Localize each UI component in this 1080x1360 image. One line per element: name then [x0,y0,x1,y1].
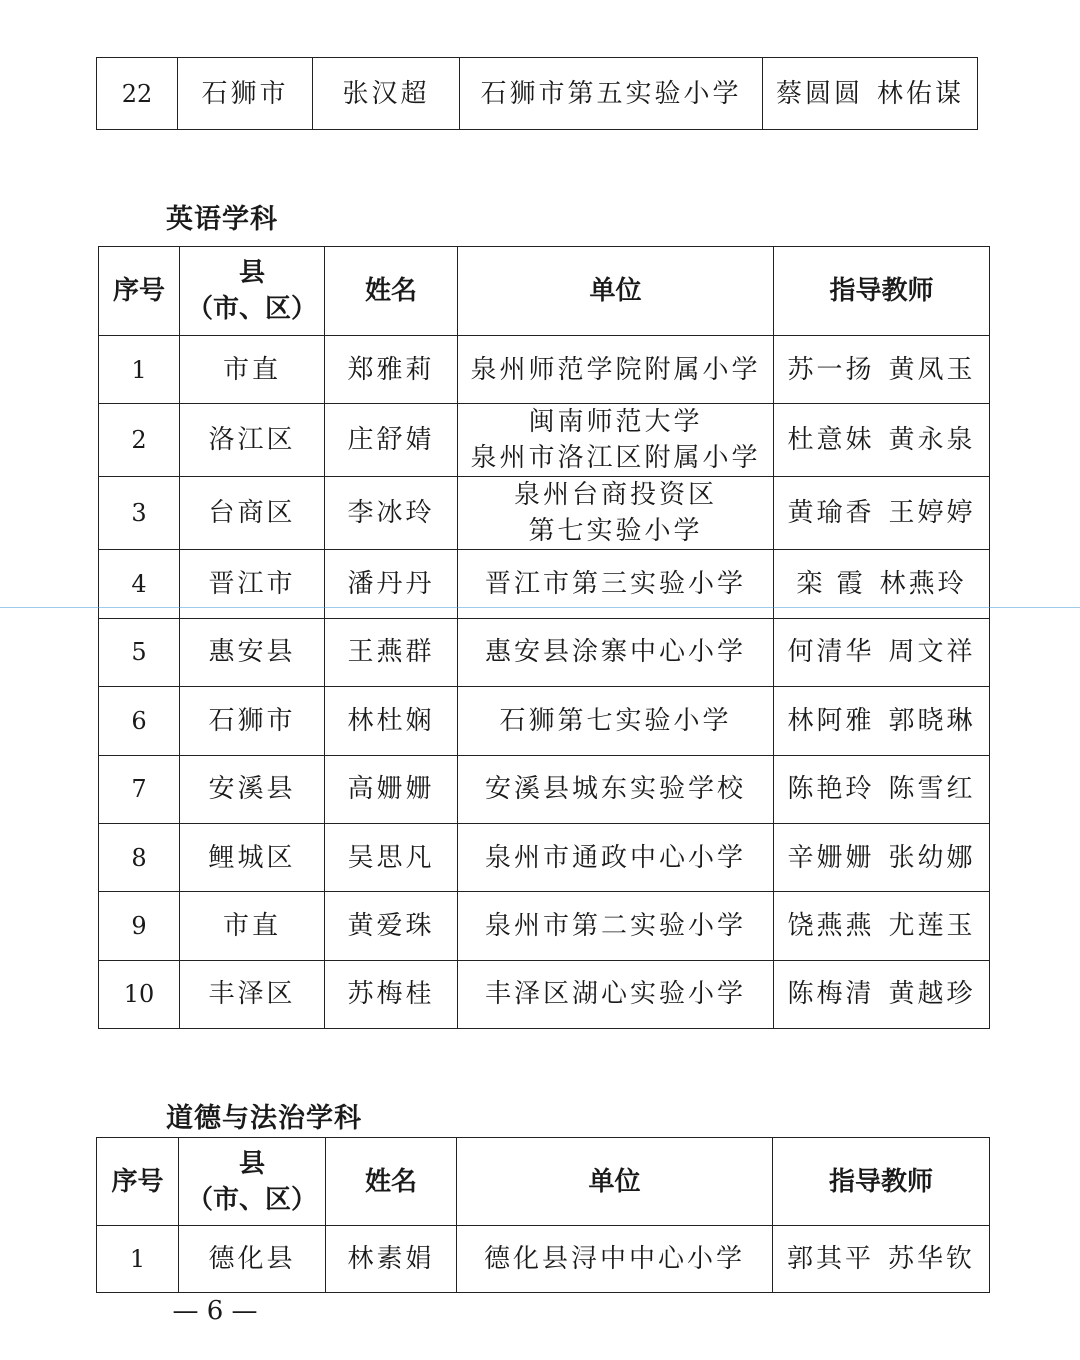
cell-unit [458,823,774,891]
cell-name: 庄舒婧 [325,404,458,477]
table-row [99,687,990,755]
cell-name: 林素娟 [326,1226,457,1293]
cell-teachers [774,618,990,686]
teacher-name: 陈雪红 [888,774,976,805]
header-name: 姓名 [326,1138,457,1226]
header-county-line1: 县 [238,1148,265,1179]
cell-no: 4 [99,550,180,618]
teacher-name: 苏一扬 [787,354,875,385]
teacher-name: 郭晓琳 [888,705,976,736]
scan-artifact-line [0,607,1080,608]
table-row [99,618,990,686]
cell-county: 市直 [180,892,325,960]
cell-unit [458,618,774,686]
morality-section-title: 道德与法治学科 [166,1103,362,1134]
unit-line: 安溪县城东实验学校 [484,774,746,805]
header-teachers: 指导教师 [773,1138,990,1226]
teacher-name: 何清华 [787,637,875,668]
cell-no: 7 [99,755,180,823]
teacher-name: 辛姗姗 [787,842,875,873]
teacher-name: 王婷婷 [888,498,976,529]
cell-teachers [774,336,990,404]
cell-name: 林杜娴 [325,687,458,755]
cell-unit [458,477,774,550]
page-number: — 6 — [172,1296,258,1326]
unit-line: 石狮第七实验小学 [499,705,732,736]
teacher-name: 黄永泉 [888,425,976,456]
cell-county: 安溪县 [180,755,325,823]
cell-no: 8 [99,823,180,891]
teacher-name: 林燕玲 [879,569,967,600]
cell-unit [458,687,774,755]
cell-no: 10 [99,960,180,1028]
cell-no: 1 [99,336,180,404]
cell-unit [458,404,774,477]
cell-teachers [773,1226,990,1293]
cell-unit [458,755,774,823]
english-section-title: 英语学科 [166,204,278,235]
cell-unit [460,58,763,130]
table-row [99,755,990,823]
cell-county: 洛江区 [180,404,325,477]
table-row [99,336,990,404]
header-row [99,247,990,336]
cell-no: 1 [97,1226,179,1293]
cell-name: 苏梅桂 [325,960,458,1028]
cell-no: 5 [99,618,180,686]
table-row [99,823,990,891]
cell-name: 张汉超 [313,58,460,130]
cell-county: 德化县 [179,1226,326,1293]
teacher-name: 尤莲玉 [888,911,976,942]
cell-teachers [774,404,990,477]
unit-line: 丰泽区湖心实验小学 [484,979,746,1010]
teacher-name: 陈艳玲 [787,774,875,805]
teacher-name: 郭其平 [786,1244,874,1274]
header-county-line2: （市、区） [186,294,317,324]
unit-line: 闽南师范大学 [528,407,703,438]
cell-name: 郑雅莉 [325,336,458,404]
cell-teachers [774,687,990,755]
table-row [99,550,990,618]
cell-unit [458,892,774,960]
header-county [179,1138,326,1226]
table-row [99,404,990,477]
unit-line: 泉州市通政中心小学 [484,842,746,873]
cell-teachers [774,755,990,823]
header-row [97,1138,990,1226]
cell-county: 石狮市 [178,58,313,130]
cell-unit [458,960,774,1028]
cell-name: 李冰玲 [325,477,458,550]
table-row [97,1226,990,1293]
teacher-name: 黄凤玉 [888,354,976,385]
table-row [99,477,990,550]
teacher-name: 蔡圆圆 [775,78,863,109]
cell-county: 晋江市 [180,550,325,618]
morality-table [96,1137,990,1293]
top-continuation-table [96,57,978,130]
english-table [98,246,990,1029]
teacher-name: 黄瑜香 [787,498,875,529]
header-unit: 单位 [457,1138,773,1226]
header-no: 序号 [97,1138,179,1226]
cell-no: 9 [99,892,180,960]
teacher-name: 黄越珍 [888,979,976,1010]
table-row [97,58,978,130]
cell-no: 6 [99,687,180,755]
cell-teachers [774,550,990,618]
cell-county: 惠安县 [180,618,325,686]
unit-line: 石狮市第五实验小学 [480,78,742,109]
cell-teachers [763,58,978,130]
cell-county: 鲤城区 [180,823,325,891]
cell-name: 王燕群 [325,618,458,686]
cell-name: 潘丹丹 [325,550,458,618]
cell-county: 台商区 [180,477,325,550]
unit-line: 惠安县涂寨中心小学 [484,637,746,668]
teacher-name: 陈梅清 [787,979,875,1010]
morality-table-header [97,1138,990,1226]
header-county-line1: 县 [238,258,265,288]
header-county-line2: （市、区） [186,1184,317,1215]
teacher-name: 林阿雅 [787,705,875,736]
teacher-name: 饶燕燕 [787,911,875,942]
teacher-name: 张幼娜 [888,842,976,873]
english-table-body [99,336,990,1029]
cell-no: 22 [97,58,178,130]
table-row [99,960,990,1028]
header-county [180,247,325,336]
cell-teachers [774,960,990,1028]
morality-table-body [97,1226,990,1293]
unit-line: 泉州台商投资区 [513,480,717,511]
teacher-name: 苏华钦 [888,1244,976,1274]
english-table-header [99,247,990,336]
cell-unit [457,1226,773,1293]
unit-line: 泉州市第二实验小学 [484,911,746,942]
top-table-body [97,58,978,130]
header-name: 姓名 [325,247,458,336]
cell-county: 石狮市 [180,687,325,755]
cell-teachers [774,477,990,550]
cell-no: 3 [99,477,180,550]
header-no: 序号 [99,247,180,336]
unit-line: 德化县浔中中心小学 [483,1244,745,1274]
unit-line: 晋江市第三实验小学 [484,569,746,600]
unit-line: 第七实验小学 [528,516,703,547]
cell-unit [458,336,774,404]
teacher-name: 林佑谋 [877,78,965,109]
cell-name: 高姗姗 [325,755,458,823]
teacher-name: 周文祥 [888,637,976,668]
unit-line: 泉州市洛江区附属小学 [470,443,761,474]
unit-line: 泉州师范学院附属小学 [470,354,761,385]
header-teachers: 指导教师 [774,247,990,336]
cell-name: 吴思凡 [325,823,458,891]
teacher-name: 栾 霞 [796,569,866,600]
header-unit: 单位 [458,247,774,336]
cell-unit [458,550,774,618]
cell-name: 黄爱珠 [325,892,458,960]
cell-teachers [774,892,990,960]
table-row [99,892,990,960]
teacher-name: 杜意妹 [787,425,875,456]
cell-county: 市直 [180,336,325,404]
cell-teachers [774,823,990,891]
cell-county: 丰泽区 [180,960,325,1028]
cell-no: 2 [99,404,180,477]
